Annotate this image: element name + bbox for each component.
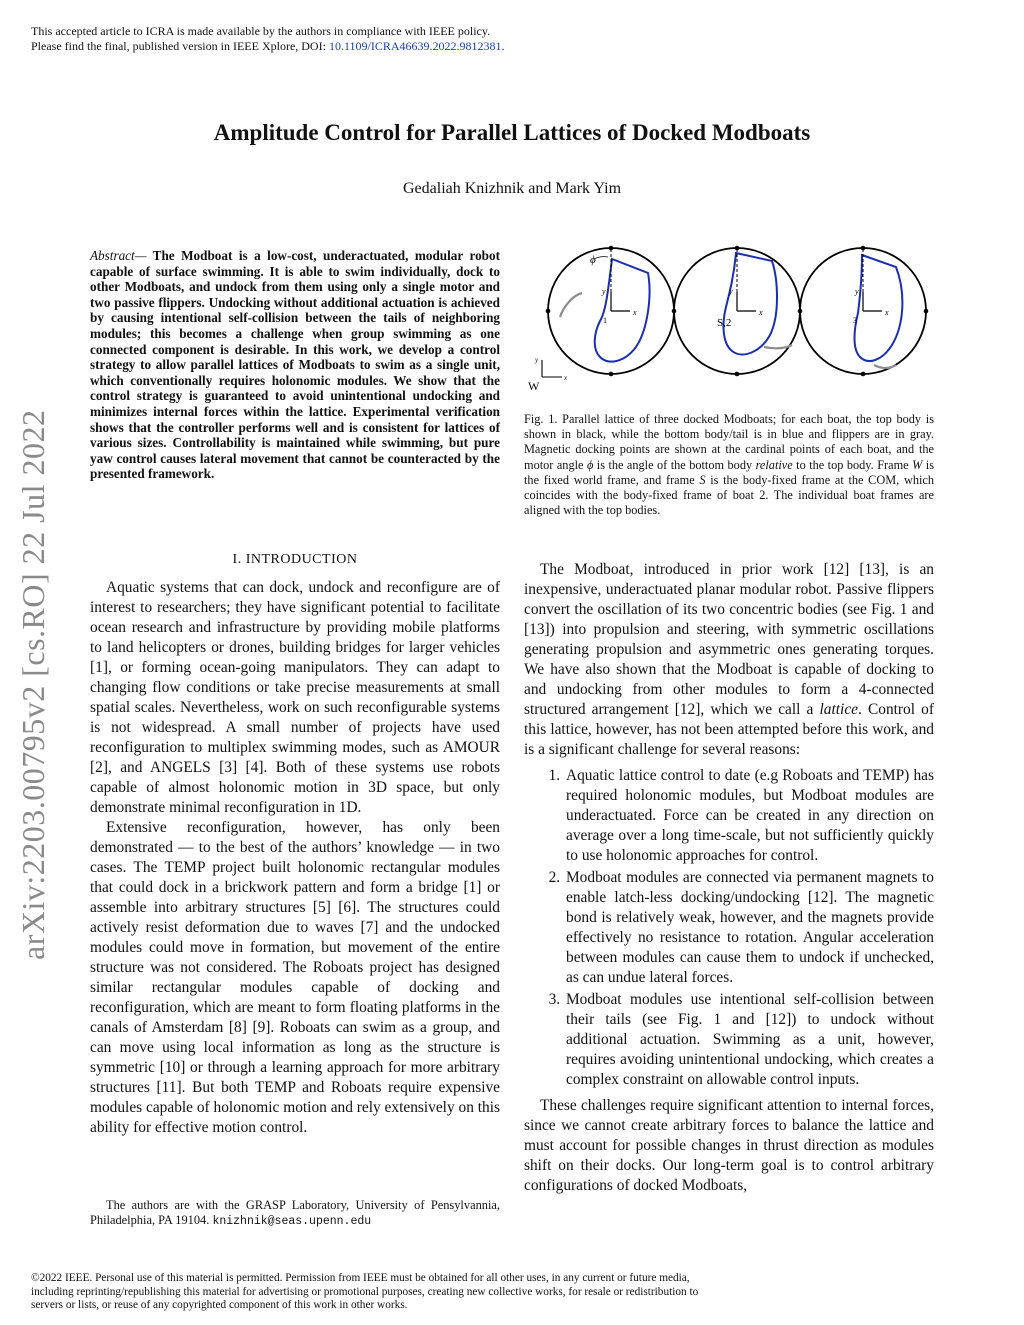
doi-link[interactable]: 10.1109/ICRA46639.2022.9812381 bbox=[328, 39, 502, 53]
boat-1 bbox=[546, 246, 677, 377]
ieee-notice bbox=[31, 24, 731, 54]
notice-line-2: Please find the final, published version in IEEE Xplore, DOI: 10.1109/ICRA46639.2022.9812381. bbox=[31, 39, 505, 53]
boat-2-axis-y: y bbox=[729, 287, 733, 296]
paper-authors: Gedaliah Knizhnik and Mark Yim bbox=[402, 180, 622, 197]
boat-2-axis-x: x bbox=[759, 308, 763, 317]
introduction-body bbox=[90, 578, 500, 1138]
boat-2-flipper bbox=[764, 345, 792, 348]
boat-3-label: 3 bbox=[853, 316, 857, 325]
modboat-lattice-diagram bbox=[524, 245, 936, 405]
boat-2-label: S,2 bbox=[717, 317, 732, 329]
phi-symbol: ϕ bbox=[590, 254, 596, 266]
abstract bbox=[90, 248, 500, 482]
boat-1-axis-y: y bbox=[602, 287, 606, 296]
boat-3 bbox=[800, 246, 928, 377]
boat-2 bbox=[674, 246, 802, 377]
challenge-item-2: 2. Modboat modules are connected via permanent magnets to enable latch-less docking/undocking [12]. The magnetic bond is relatively weak, however, and the magnets provide effectively no resistance to rotation. Angular acceleration between modules can cause them to undock if unchecked, as can undue lateral forces. bbox=[564, 868, 934, 988]
intro-paragraph-1: Aquatic systems that can dock, undock and reconfigure are of interest to researchers; they have significant potential to facilitate ocean research and infrastructure by providing mobile platforms to land helicopters or drones, building bridges for larger vehicles [1], or forming ocean-going manipulators. They can adapt to changing flow conditions or take precise measurements at small spatial scales. Nevertheless, work on such reconfigurable systems is not widespread. A small number of projects have used reconfiguration to multiplex swimming modes, such as AMOUR [2], and ANGELS [3] [4]. Both of these systems use robots capable of almost holonomic motion in 3D space, but only demonstrate minimal reconfiguration in 1D. bbox=[90, 579, 500, 816]
author-footnote: The authors are with the GRASP Laboratory, University of Pensylvannia, Philadelphia, PA 19104. knizhnik@seas.upenn.edu bbox=[90, 1198, 500, 1228]
abstract-text: The Modboat is a low-cost, underactuated, modular robot capable of surface swimming. It is able to swim individually, dock to other Modboats, and undock from them using only a single motor and two passive flippers. Undocking without additional actuation is achieved by causing intentional self-collision between the tails of neighboring modules; this becomes a challenge when group swimming as one connected component is desirable. In this work, we develop a control strategy to allow parallel lattices of Modboats to swim as a single unit, which conventionally requires holonomic modules. We show that the control strategy is guaranteed to avoid unintentional undocking and minimizes internal forces within the lattice. Experimental verification shows that the controller performs well and is consistent for lattices of various sizes. Controllability is maintained while swimming, but pure yaw control causes lateral movement that cannot be counteracted by the presented framework. bbox=[90, 248, 500, 482]
challenge-item-1: 1. Aquatic lattice control to date (e.g Roboats and TEMP) has required holonomic modules, but Modboat modules are underactuated. Force can be created in any direction on average over a long time-scale, but not sufficiently quickly to use holonomic approaches for control. bbox=[564, 766, 934, 866]
author-email[interactable]: knizhnik@seas.upenn.edu bbox=[212, 1215, 372, 1228]
figure-1 bbox=[524, 245, 936, 405]
section-heading-introduction: I. INTRODUCTION bbox=[232, 552, 358, 567]
boat-3-flipper bbox=[874, 365, 896, 368]
right-column-body bbox=[524, 560, 934, 1196]
caption-label: Fig. 1. bbox=[524, 412, 558, 426]
right-paragraph-2: These challenges require significant attention to internal forces, since we cannot create arbitrary forces to balance the lattice and must account for possible changes in thrust direction as modules shift on their docks. Our long-term goal is to control arbitrary configurations of docked Modboats, bbox=[524, 1097, 934, 1194]
abstract-lead: Abstract— bbox=[90, 248, 147, 263]
world-axis-x: x bbox=[564, 374, 568, 382]
world-frame-label: W bbox=[528, 379, 540, 393]
boat-3-tail bbox=[855, 255, 903, 361]
paper-title: Amplitude Control for Parallel Lattices of Docked Modboats bbox=[213, 120, 811, 145]
boat-3-axis-y: y bbox=[855, 287, 859, 296]
figure-1-caption: Fig. 1. Parallel lattice of three docked Modboats; for each boat, the top body is shown in black, while the bottom body/tail is in blue and flippers are in gray. Magnetic docking points are shown at the cardinal points of each boat, and the motor angle ϕ is the angle of the bottom body relative to the top body. Frame W is the fixed world frame, and frame S is the body-fixed frame at the COM, which coincides with the body-fixed frame of boat 2. The individual boat frames are aligned with the top bodies. bbox=[524, 412, 935, 518]
intro-paragraph-2: Extensive reconfiguration, however, has only been demonstrated — to the best of the authors’ knowledge — in two cases. The TEMP project built holonomic rectangular modules that could dock in a brickwork pattern and form a bridge [1] or assemble into arbitrary structures [5] [6]. The structures could actively resist deformation due to waves [7] and the undocked modules could move in formation, but movement of the entire structure was not considered. The Roboats project has designed similar rectangular modules capable of docking and reconfiguration, which are meant to form floating platforms in the canals of Amsterdam [8] [9]. Roboats can swim as a group, and can move using local information as long as the structure is symmetric [10] or through a learning approach for more arbitrary structures [11]. But both TEMP and Roboats require expensive modules capable of holonomic motion and rely extensively on this ability for effective motion control. bbox=[90, 819, 500, 1136]
world-frame bbox=[528, 356, 568, 393]
boat-1-flipper bbox=[560, 293, 582, 317]
challenge-item-3: 3. Modboat modules use intentional self-collision between their tails (see Fig. 1 and [12]) to undock without additional actuation. Swimming as a unit, however, requires avoiding unintentional undocking, which creates a complex constraint on allowable control inputs. bbox=[564, 990, 934, 1090]
copyright-notice: ©2022 IEEE. Personal use of this material is permitted. Permission from IEEE must be obtained for all other uses, in any current or future media, including reprinting/republishing this material for advertising or promotional purposes, creating new collective works, for resale or redistribution to servers or lists, or reuse of any copyrighted component of this work in other works. bbox=[31, 1272, 699, 1311]
notice-line-1: This accepted article to ICRA is made available by the authors in compliance with IEEE policy. bbox=[31, 24, 491, 38]
arxiv-stamp: arXiv:2203.00795v2 [cs.RO] 22 Jul 2022 bbox=[15, 409, 51, 960]
boat-1-tail bbox=[595, 259, 650, 362]
boat-1-axis-x: x bbox=[633, 308, 637, 317]
boat-3-axis-x: x bbox=[885, 308, 889, 317]
boat-1-label: 1 bbox=[603, 316, 607, 325]
right-paragraph-1: The Modboat, introduced in prior work [12] [13], is an inexpensive, underactuated planar modular robot. Passive flippers convert the oscillation of its two concentric bodies (see Fig. 1 and [13]) into propulsion and steering, with symmetric oscillations generating propulsion and asymmetric ones generating torques. We have also shown that the Modboat is capable of docking to and undocking from other modules to form a 4-connected structured arrangement [12], which we call a lattice. Control of this lattice, however, has not been attempted before this work, and is a significant challenge for several reasons: bbox=[524, 561, 934, 758]
challenges-list bbox=[524, 766, 934, 1090]
world-axis-y: y bbox=[535, 356, 539, 364]
boat-2-tail bbox=[724, 253, 777, 354]
